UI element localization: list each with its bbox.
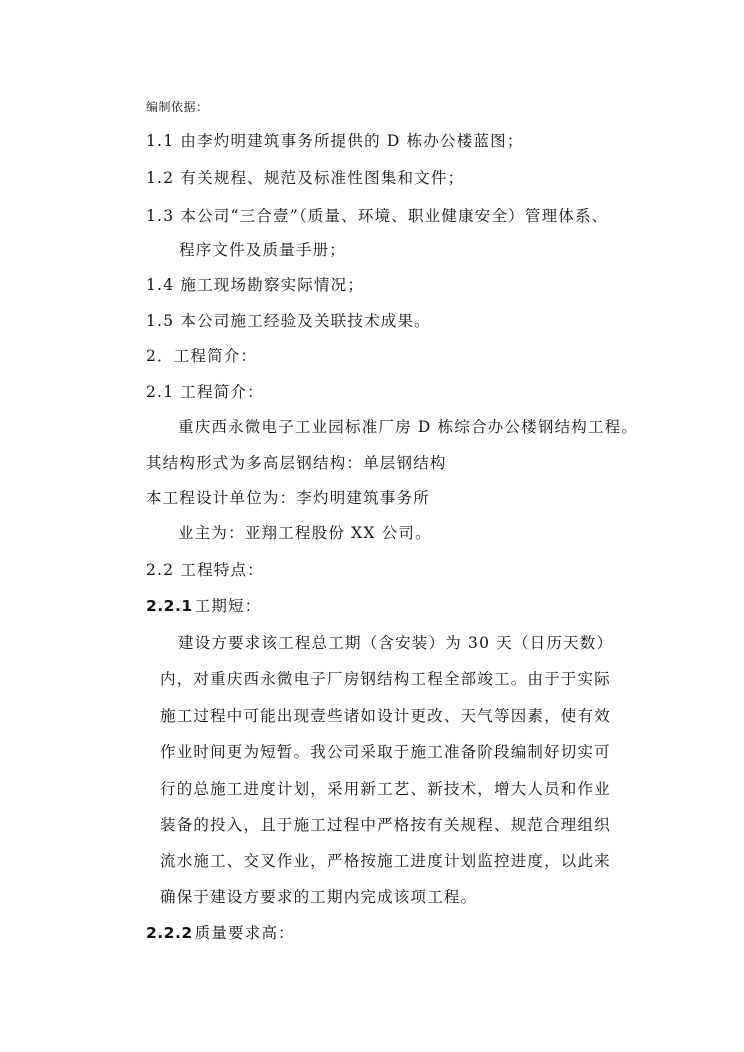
section-2-2-1-number: 2.2.1: [146, 597, 193, 615]
paragraph-line-1: 建设方要求该工程总工期（含安装）为 30 天（日历天数）: [178, 634, 614, 652]
section-2-2-1-title: 工期短：: [194, 597, 262, 615]
section-2-heading: 2．工程简介：: [146, 347, 258, 365]
section-2-2-1-heading: [146, 596, 261, 616]
paragraph-line-2: 内，对重庆西永微电子厂房钢结构工程全部竣工。由于于实际: [160, 670, 611, 688]
basis-item-1-3: 1.3 本公司“三合壹”（质量、环境、职业健康安全）管理体系、: [146, 207, 609, 225]
paragraph-line-8: 确保于建设方要求的工期内完成该项工程。: [160, 888, 478, 906]
overview-line-owner: 业主为：亚翔工程股份 XX 公司。: [178, 524, 432, 542]
paragraph-line-4: 作业时间更为短暂。我公司采取于施工准备阶段编制好切实可: [160, 743, 611, 761]
basis-item-1-2: 1.2 有关规程、规范及标准性图集和文件；: [146, 169, 465, 187]
overview-line-project: 重庆西永微电子工业园标准厂房 D 栋综合办公楼钢结构工程。: [178, 418, 639, 436]
section-2-2-2-heading: [146, 923, 295, 943]
basis-item-1-3-continued: 程序文件及质量手册；: [179, 241, 347, 259]
paragraph-line-6: 装备的投入，且于施工过程中严格按有关规程、规范合理组织: [160, 816, 611, 834]
paragraph-line-5: 行的总施工进度计划，采用新工艺、新技术，增大人员和作业: [160, 780, 611, 798]
section-2-1-heading: 2.1 工程简介：: [146, 383, 264, 401]
section-2-2-heading: 2.2 工程特点：: [146, 561, 264, 579]
overview-line-structure: 其结构形式为多高层钢结构：单层钢结构: [146, 454, 447, 472]
basis-item-1-4: 1.4 施工现场勘察实际情况；: [146, 276, 365, 294]
basis-item-1-1: 1.1 由李灼明建筑事务所提供的 D 栋办公楼蓝图；: [146, 132, 524, 150]
paragraph-line-3: 施工过程中可能出现壹些诸如设计更改、天气等因素，使有效: [160, 707, 611, 725]
basis-heading: 编制依据：: [146, 100, 209, 114]
basis-item-1-5: 1.5 本公司施工经验及关联技术成果。: [146, 312, 431, 330]
overview-line-designer: 本工程设计单位为：李灼明建筑事务所: [146, 489, 430, 507]
paragraph-line-7: 流水施工、交叉作业，严格按施工进度计划监控进度，以此来: [160, 852, 611, 870]
section-2-2-2-title: 质量要求高：: [194, 924, 295, 942]
section-2-2-2-number: 2.2.2: [146, 924, 193, 942]
